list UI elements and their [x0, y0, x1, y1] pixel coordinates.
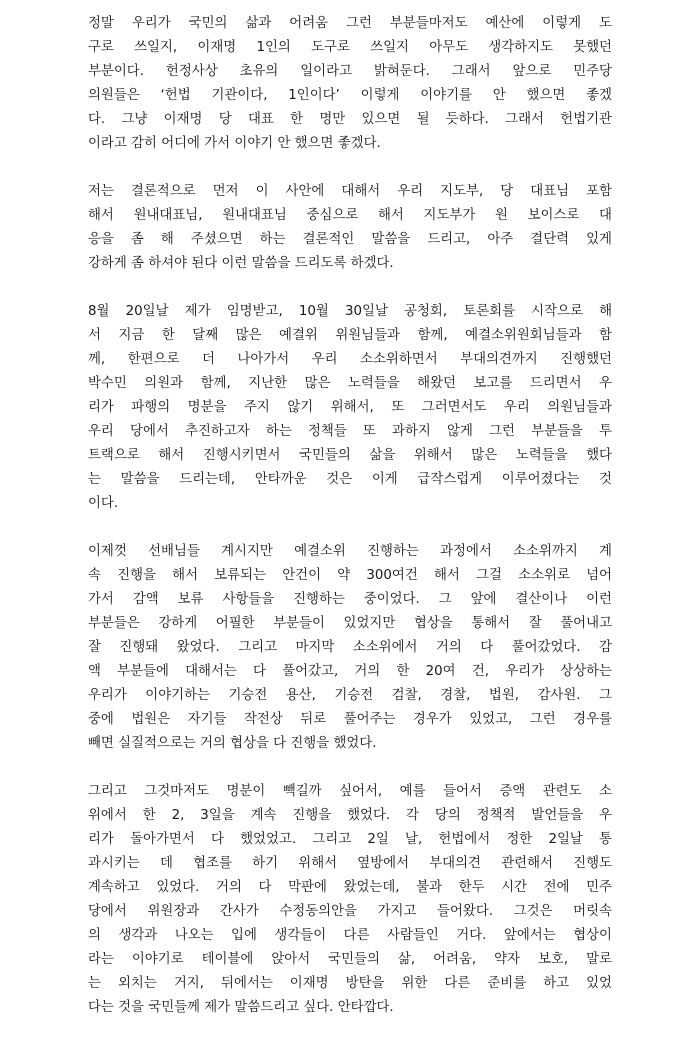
paragraph-1	[88, 12, 612, 156]
paragraph-4	[88, 540, 612, 756]
text-line: 과시키는 데 협조를 하기 위해서 옆방에서 부대의견 관련해서 진행도	[88, 856, 612, 871]
text-line: 잘 진행돼 왔었다. 그리고 마지막 소소위에서 거의 다 풀어갔었다. 감	[88, 640, 612, 655]
text-line: 는 외치는 거지, 뒤에서는 이재명 방탄을 위한 다른 준비를 하고 있었	[88, 976, 612, 991]
text-line: 이제껏 선배님들 계시지만 예결소위 진행하는 과정에서 소소위까지 계	[88, 544, 612, 559]
text-line: 위에서 한 2, 3일을 계속 진행을 했었다. 각 당의 정책적 발언들을 우	[88, 808, 612, 823]
text-line: 8월 20일날 제가 임명받고, 10월 30일날 공청회, 토론회를 시작으로 해	[88, 304, 612, 319]
text-line: 서 지금 한 달째 많은 예결위 위원님들과 함께, 예결소위원회님들과 함	[88, 328, 612, 343]
text-line: 해서 원내대표님, 원내대표님 중심으로 해서 지도부가 원 보이스로 대	[88, 208, 612, 223]
text-line: 속 진행을 해서 보류되는 안건이 약 300여건 해서 그걸 소소위로 넘어	[88, 568, 612, 583]
text-line: 정말 우리가 국민의 삶과 어려움 그런 부분들마저도 예산에 이렇게 도	[88, 16, 612, 31]
text-line: 가서 감액 보류 사항들을 진행하는 중이었다. 그 앞에 결산이나 이런	[88, 592, 612, 607]
text-line: 강하게 좀 하셔야 된다 이런 말씀을 드리도록 하겠다.	[88, 256, 394, 271]
text-line: 당에서 위원장과 간사가 수정동의안을 가지고 들어왔다. 그것은 머릿속	[88, 904, 612, 919]
text-line: 의원들은 ‘헌법 기관이다, 1인이다’ 이렇게 이야기를 안 했으면 좋겠	[88, 88, 612, 103]
text-line: 우리 당에서 추진하고자 하는 정책들 또 과하지 않게 그런 부분들을 투	[88, 424, 612, 439]
paragraph-5	[88, 780, 612, 1020]
text-line: 이라고 감히 어디에 가서 이야기 안 했으면 좋겠다.	[88, 136, 381, 151]
text-line: 응을 좀 해 주셨으면 하는 결론적인 말씀을 드리고, 아주 결단력 있게	[88, 232, 612, 247]
text-line: 리가 돌아가면서 다 했었었고. 그리고 2일 날, 헌법에서 정한 2일날 통	[88, 832, 612, 847]
document-body	[88, 12, 612, 1044]
text-line: 트랙으로 해서 진행시키면서 국민들의 삶을 위해서 많은 노력들을 했다	[88, 448, 612, 463]
text-line: 라는 이야기로 테이블에 앉아서 국민들의 삶, 어려움, 약자 보호, 말로	[88, 952, 612, 967]
text-line: 이다.	[88, 496, 119, 511]
text-line: 다. 그냥 이재명 당 대표 한 명만 있으면 될 듯하다. 그래서 헌법기관	[88, 112, 612, 127]
paragraph-2	[88, 180, 612, 276]
text-line: 액 부분들에 대해서는 다 풀어갔고, 거의 한 20여 건, 우리가 상상하는	[88, 664, 612, 679]
text-line: 의 생각과 나오는 입에 생각들이 다른 사람들인 거다. 앞에서는 협상이	[88, 928, 612, 943]
paragraph-3	[88, 300, 612, 516]
text-line: 빼면 실질적으로는 거의 협상을 다 진행을 했었다.	[88, 736, 377, 751]
text-line: 부분들은 강하게 어필한 부분들이 있었지만 협상을 통해서 잘 풀어내고	[88, 616, 612, 631]
text-line: 그리고 그것마저도 명분이 빽길까 싶어서, 예를 들어서 증액 관련도 소	[88, 784, 612, 799]
text-line: 께, 한편으로 더 나아가서 우리 소소위하면서 부대의견까지 진행했던	[88, 352, 612, 367]
text-line: 부분이다. 헌정사상 초유의 일이라고 밝혀둔다. 그래서 앞으로 민주당	[88, 64, 612, 79]
text-line: 리가 파행의 명분을 주지 않기 위해서, 또 그러면서도 우리 의원님들과	[88, 400, 612, 415]
text-line: 우리가 이야기하는 기승전 용산, 기승전 검찰, 경찰, 법원, 감사원. 그	[88, 688, 612, 703]
text-line: 박수민 의원과 함께, 지난한 많은 노력들을 해왔던 보고를 드리면서 우	[88, 376, 612, 391]
text-line: 다는 것을 국민들께 제가 말씀드리고 싶다. 안타깝다.	[88, 1000, 394, 1015]
text-line: 저는 결론적으로 먼저 이 사안에 대해서 우리 지도부, 당 대표님 포함	[88, 184, 612, 199]
text-line: 계속하고 있었다. 거의 다 막판에 왔었는데, 불과 한두 시간 전에 민주	[88, 880, 612, 895]
text-line: 는 말씀을 드리는데, 안타까운 것은 이게 급작스럽게 이루어졌다는 것	[88, 472, 612, 487]
text-line: 구로 쓰일지, 이재명 1인의 도구로 쓰일지 아무도 생각하지도 못했던	[88, 40, 612, 55]
text-line: 중에 법원은 자기들 작전상 뒤로 풀어주는 경우가 있었고, 그런 경우를	[88, 712, 612, 727]
